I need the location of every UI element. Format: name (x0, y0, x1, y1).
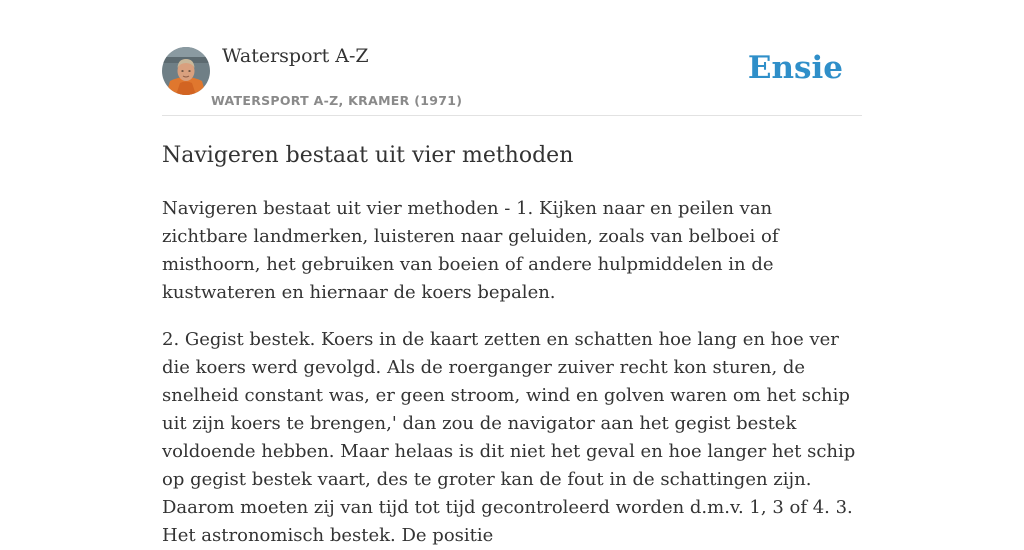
header (162, 0, 862, 116)
article-body (162, 195, 862, 550)
ensie-logo[interactable]: Ensie (747, 50, 843, 86)
author-name[interactable]: Watersport A-Z (222, 45, 369, 67)
content-container (162, 0, 862, 550)
article-paragraph: 2. Gegist bestek. Koers in de kaart zetten en schatten hoe lang en hoe ver die koers werd gevolgd. Als de roerganger zuiver recht kon sturen, de snelheid constant was, er geen stroom, wind en golven waren om het schip uit zijn koers te brengen,' dan zou de navigator aan het gegist bestek voldoende hebben. Maar helaas is dit niet het geval en hoe langer het schip op gegist bestek vaart, des te groter kan de fout in de schattingen zijn. Daarom moeten zij van tijd tot tijd gecontroleerd worden d.m.v. 1, 3 of 4. 3. Het astronomisch bestek. De positie (162, 329, 856, 546)
person-avatar-icon[interactable] (162, 47, 210, 95)
source-label: WATERSPORT A-Z, KRAMER (1971) (211, 93, 463, 108)
article-title: Navigeren bestaat uit vier methoden (162, 143, 574, 168)
avatar-image (162, 47, 210, 95)
article-paragraph: Navigeren bestaat uit vier methoden - 1. Kijken naar en peilen van zichtbare landmerken, luisteren naar geluiden, zoals van belboei of misthoorn, het gebruiken van boeien of andere hulpmiddelen in de kustwateren en hiernaar de koers bepalen. (162, 198, 779, 303)
